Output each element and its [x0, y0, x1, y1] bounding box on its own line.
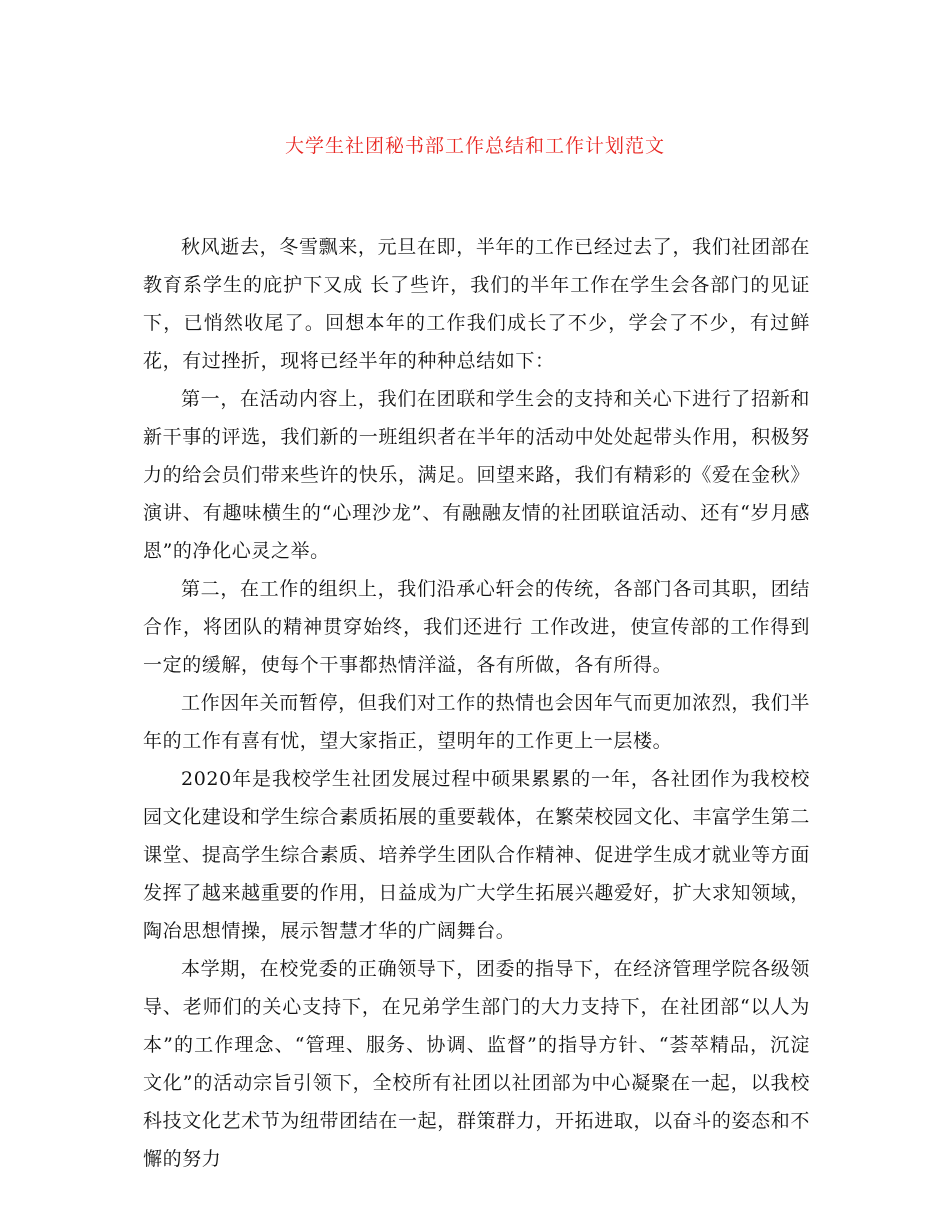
paragraph-6: 本学期，在校党委的正确领导下，团委的指导下，在经济管理学院各级领导、老师们的关心支持下，在兄弟学生部门的大力支持下，在社团部“以人为本”的工作理念、“管理、服务、协调、监督”的指导方针、“荟萃精品，沉淀文化”的活动宗旨引领下，全校所有社团以社团部为中心凝聚在一起，以我校科技文化艺术节为纽带团结在一起，群策群力，开拓进取，以奋斗的姿态和不懈的努力 — [143, 958, 810, 1170]
paragraph-1: 秋风逝去，冬雪飘来，元旦在即，半年的工作已经过去了，我们社团部在教育系学生的庇护下又成 长了些许，我们的半年工作在学生会各部门的见证下，已悄然收尾了。回想本年的工作我们成长了不少，学会了不少，有过鲜花，有过挫折，现将已经半年的种种总结如下： — [143, 236, 810, 372]
paragraph-4: 工作因年关而暂停，但我们对工作的热情也会因年气而更加浓烈，我们半年的工作有喜有忧，望大家指正，望明年的工作更上一层楼。 — [143, 692, 810, 752]
document-body — [143, 228, 810, 1178]
paragraph-5: 2020年是我校学生社团发展过程中硕果累累的一年，各社团作为我校校园文化建设和学生综合素质拓展的重要载体，在繁荣校园文化、丰富学生第二课堂、提高学生综合素质、培养学生团队合作精神、促进学生成才就业等方面发挥了越来越重要的作用，日益成为广大学生拓展兴趣爱好，扩大求知领域，陶冶思想情操，展示智慧才华的广阔舞台。 — [143, 768, 810, 942]
document-title: 大学生社团秘书部工作总结和工作计划范文 — [284, 135, 665, 157]
paragraph-3: 第二，在工作的组织上，我们沿承心轩会的传统，各部门各司其职，团结合作，将团队的精神贯穿始终，我们还进行 工作改进，使宣传部的工作得到一定的缓解，使每个干事都热情洋溢，各有所做，各有所得。 — [143, 578, 810, 676]
paragraph-2: 第一，在活动内容上，我们在团联和学生会的支持和关心下进行了招新和新干事的评选，我们新的一班组织者在半年的活动中处处起带头作用，积极努力的给会员们带来些许的快乐，满足。回望来路，我们有精彩的《爱在金秋》演讲、有趣味横生的“心理沙龙”、有融融友情的社团联谊活动、还有“岁月感恩”的净化心灵之举。 — [143, 388, 810, 562]
